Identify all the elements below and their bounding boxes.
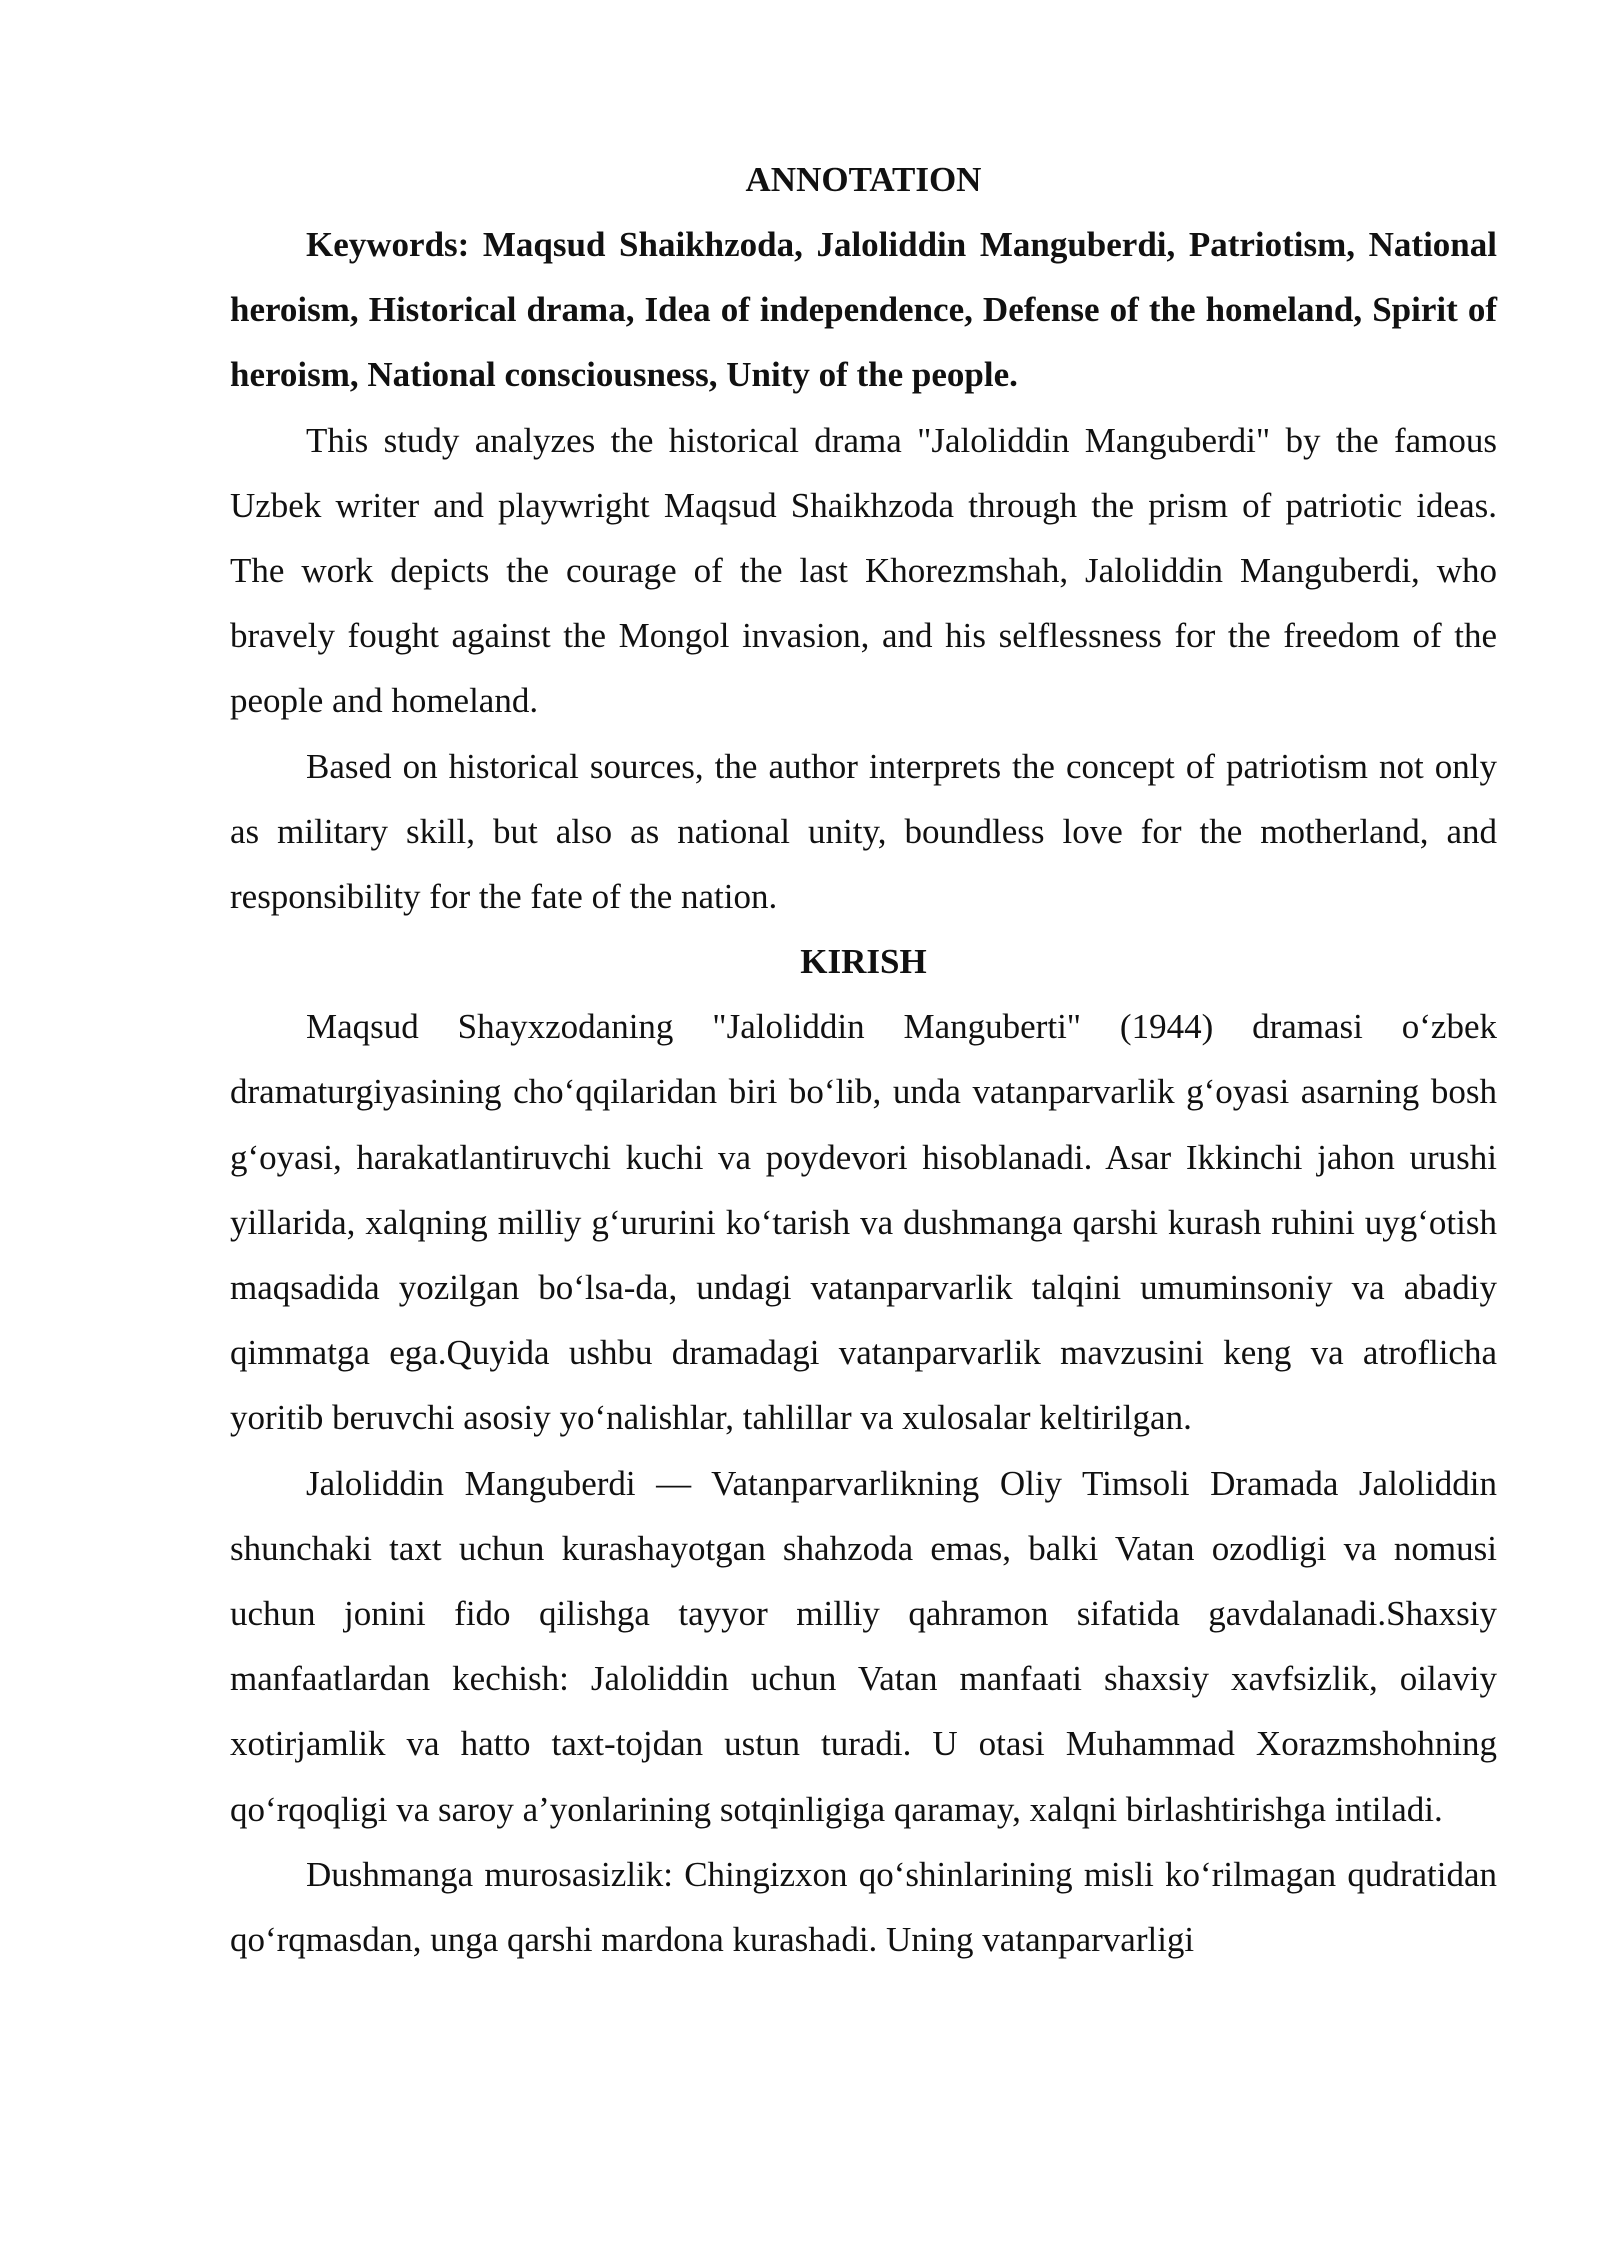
annotation-paragraph: This study analyzes the historical drama "Jaloliddin Manguberdi" by the famous Uzbek writer and playwright Maqsud Shaikhzoda through the prism of patriotic ideas. The work depicts the courage of the last Khorezmshah, Jaloliddin Manguberdi, who bravely fought against the Mongol invasion, and his selflessness for the freedom of the people and homeland. — [230, 420, 1497, 721]
intro-paragraph: Jaloliddin Manguberdi — Vatanparvarlikning Oliy Timsoli Dramada Jaloliddin shunchaki taxt uchun kurashayotgan shahzoda emas, balki Vatan ozodligi va nomusi uchun jonini fido qilishga tayyor milliy qahramon sifatida gavdalanadi.Shaxsiy manfaatlardan kechish: Jaloliddin uchun Vatan manfaati shaxsiy xavfsizlik, oilaviy xotirjamlik va hatto taxt-tojdan ustun turadi. U otasi Muhammad Xorazmshohning qo‘rqoqligi va saroy a’yonlarining sotqinligiga qaramay, xalqni birlashtirishga intiladi. — [230, 1463, 1497, 1829]
intro-paragraph: Maqsud Shayxzodaning "Jaloliddin Manguberti" (1944) dramasi o‘zbek dramaturgiyasining cho‘qqilaridan biri bo‘lib, unda vatanparvarlik g‘oyasi asarning bosh g‘oyasi, harakatlantiruvchi kuchi va poydevori hisoblanadi. Asar Ikkinchi jahon urushi yillarida, xalqning milliy g‘ururini ko‘tarish va dushmanga qarshi kurash ruhini uyg‘otish maqsadida yozilgan bo‘lsa-da, undagi vatanparvarlik talqini umuminsoniy va abadiy qimmatga ega.Quyida ushbu dramadagi vatanparvarlik mavzusini keng va atroflicha yoritib beruvchi asosiy yo‘nalishlar, tahlillar va xulosalar keltirilgan. — [230, 1007, 1497, 1438]
intro-paragraph: Dushmanga murosasizlik: Chingizxon qo‘shinlarining misli ko‘rilmagan qudratidan qo‘rqmasdan, unga qarshi mardona kurashadi. Uning vatanparvarligi — [230, 1854, 1497, 1960]
document-page — [230, 147, 1497, 1972]
annotation-paragraph: Based on historical sources, the author interprets the concept of patriotism not only as military skill, but also as national unity, boundless love for the motherland, and responsibility for the fate of the nation. — [230, 746, 1497, 917]
intro-heading: KIRISH — [800, 942, 927, 982]
annotation-heading: ANNOTATION — [745, 160, 982, 199]
keywords-paragraph: Keywords: Maqsud Shaikhzoda, Jaloliddin Manguberdi, Patriotism, National heroism, Historical drama, Idea of independence, Defense of the homeland, Spirit of heroism, National consciousness, Unity of the people. — [230, 225, 1497, 395]
